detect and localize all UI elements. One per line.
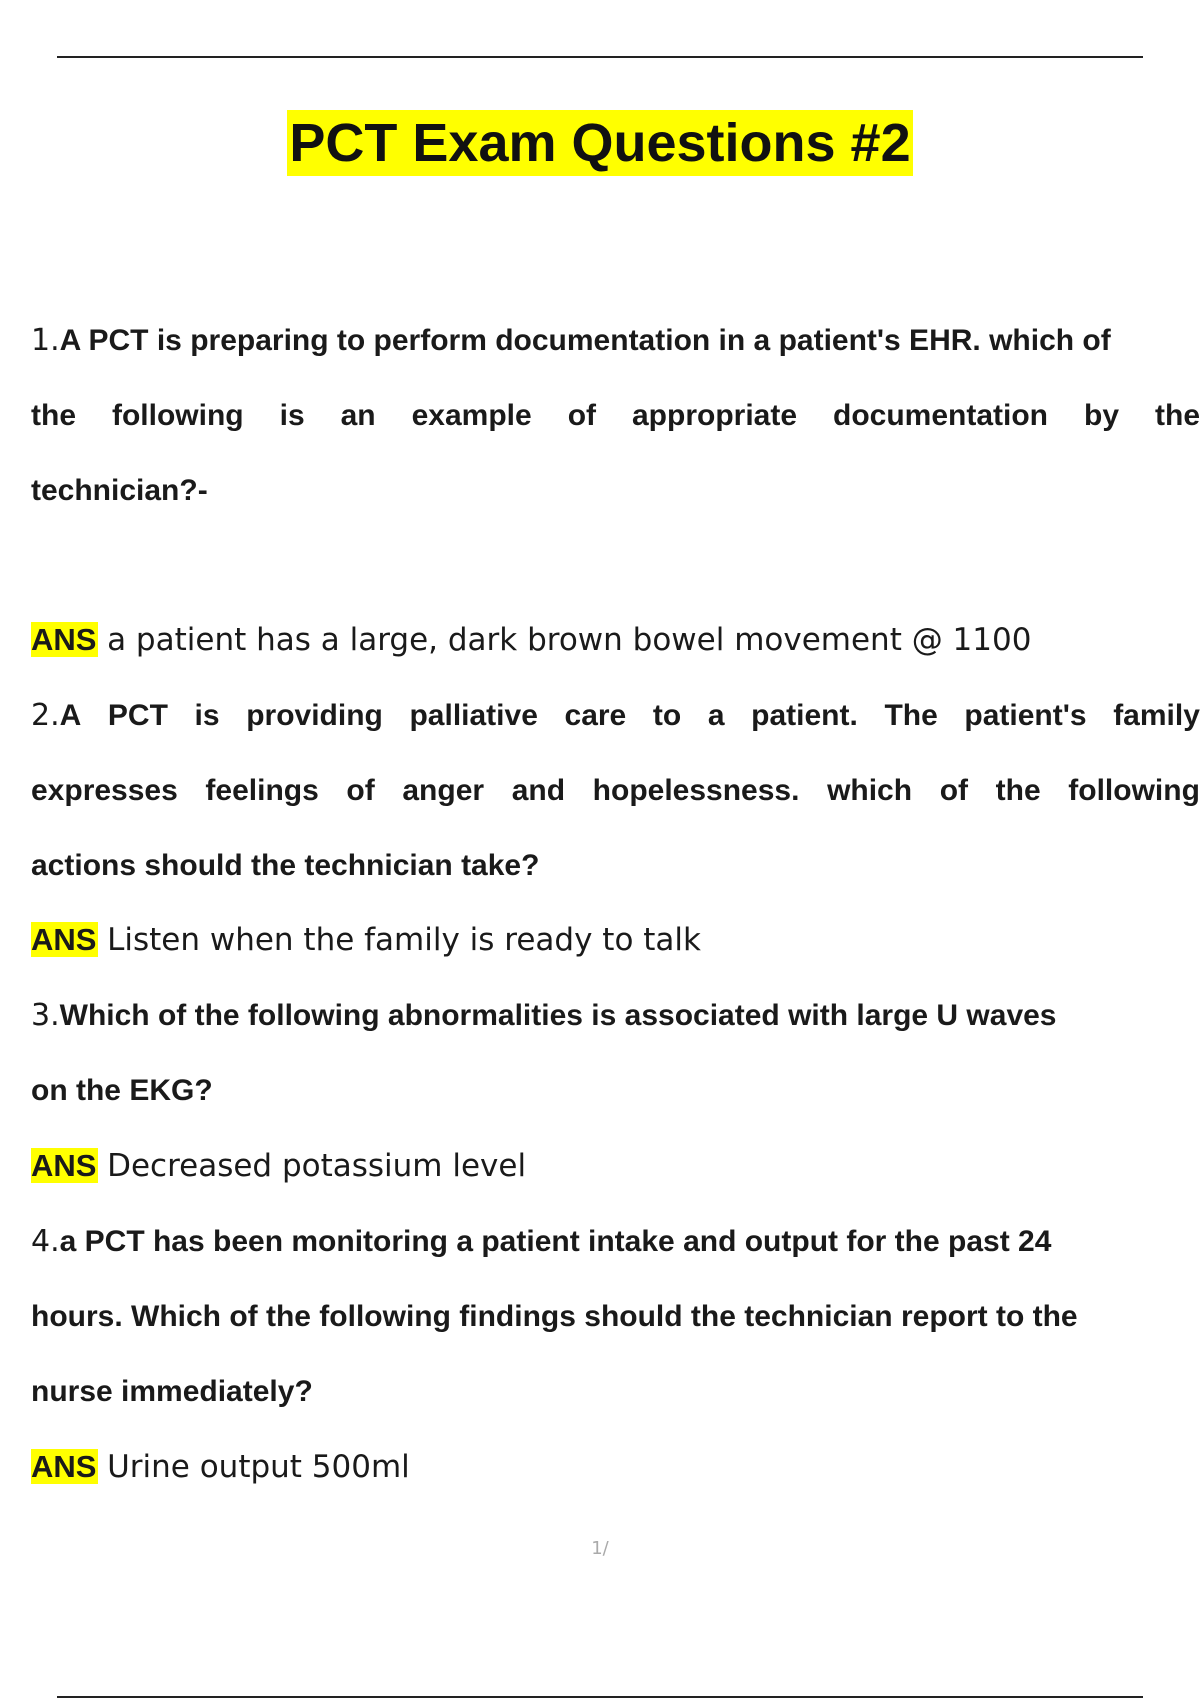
answer-text: a patient has a large, dark brown bowel movement @ 1100 bbox=[107, 622, 1032, 658]
question-number: 1. bbox=[31, 323, 60, 358]
question-2-line-3: actions should the technician take? bbox=[31, 849, 540, 882]
question-3 bbox=[31, 978, 1200, 1128]
footer-rule bbox=[57, 1696, 1143, 1698]
word: to bbox=[652, 699, 682, 732]
word: providing bbox=[246, 699, 383, 732]
word: care bbox=[564, 699, 627, 732]
word: PCT bbox=[107, 699, 168, 732]
word: the bbox=[995, 774, 1041, 807]
answer-tag: ANS bbox=[31, 1148, 97, 1183]
word: documentation bbox=[833, 399, 1049, 432]
question-number: 3. bbox=[31, 998, 60, 1033]
word: and bbox=[511, 774, 566, 807]
word: which bbox=[827, 774, 913, 807]
question-4-line-1: 4.a PCT has been monitoring a patient intake and output for the past 24 bbox=[31, 1224, 1052, 1259]
word: an bbox=[340, 399, 376, 432]
word: is bbox=[194, 699, 220, 732]
word: of bbox=[346, 774, 375, 807]
word: expresses bbox=[31, 774, 178, 807]
word: following bbox=[1068, 774, 1200, 807]
word: is bbox=[279, 399, 305, 432]
word: palliative bbox=[409, 699, 538, 732]
word: the bbox=[1155, 399, 1200, 432]
word: The bbox=[884, 699, 938, 732]
word: of bbox=[567, 399, 597, 432]
word: following bbox=[111, 399, 244, 432]
word: patient's bbox=[964, 699, 1087, 732]
document-title: PCT Exam Questions #2 bbox=[287, 110, 912, 176]
answer-text: Decreased potassium level bbox=[107, 1148, 527, 1184]
answer-3 bbox=[31, 1144, 526, 1188]
answer-4 bbox=[31, 1445, 410, 1489]
question-3-line-1: 3.Which of the following abnormalities is associated with large U waves bbox=[31, 998, 1057, 1033]
header-rule bbox=[57, 56, 1143, 58]
word: hopelessness. bbox=[592, 774, 800, 807]
page-number: 1/ bbox=[591, 1538, 609, 1559]
word: by bbox=[1084, 399, 1120, 432]
title-container bbox=[0, 110, 1200, 176]
answer-tag: ANS bbox=[31, 922, 97, 957]
answer-2 bbox=[31, 918, 701, 962]
question-2-line-2 bbox=[31, 753, 1200, 828]
question-1 bbox=[31, 303, 1200, 528]
question-1-line-2 bbox=[31, 378, 1200, 453]
answer-text: Urine output 500ml bbox=[107, 1449, 410, 1485]
answer-1 bbox=[31, 618, 1031, 662]
word: of bbox=[939, 774, 969, 807]
question-number: 2. bbox=[31, 698, 60, 733]
word: appropriate bbox=[632, 399, 798, 432]
question-1-line-1: 1.A PCT is preparing to perform documentation in a patient's EHR. which of bbox=[31, 323, 1111, 358]
word: feelings bbox=[205, 774, 319, 807]
question-4-line-3: nurse immediately? bbox=[31, 1375, 313, 1408]
word: example bbox=[411, 399, 532, 432]
word: a bbox=[707, 699, 725, 732]
answer-tag: ANS bbox=[31, 1449, 97, 1484]
question-2 bbox=[31, 678, 1200, 903]
word: anger bbox=[402, 774, 485, 807]
question-4-line-2: hours. Which of the following findings should the technician report to the bbox=[31, 1300, 1078, 1333]
question-4 bbox=[31, 1204, 1200, 1429]
answer-text: Listen when the family is ready to talk bbox=[107, 922, 701, 958]
word: the bbox=[31, 399, 76, 432]
word: patient. bbox=[751, 699, 858, 732]
question-1-line-3: technician?- bbox=[31, 474, 208, 507]
answer-tag: ANS bbox=[31, 622, 97, 657]
question-3-line-2: on the EKG? bbox=[31, 1074, 213, 1107]
word: 2.A bbox=[31, 698, 82, 733]
word: family bbox=[1113, 699, 1200, 732]
question-number: 4. bbox=[31, 1224, 60, 1259]
question-2-line-1 bbox=[31, 678, 1200, 753]
